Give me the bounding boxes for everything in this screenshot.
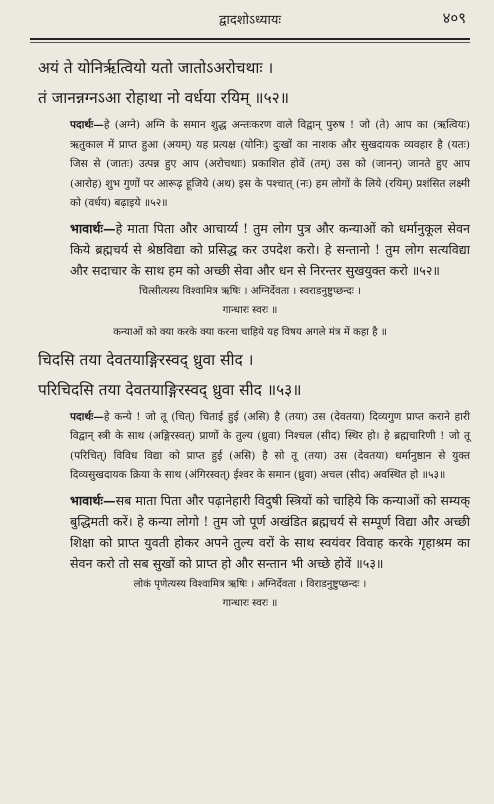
padartha-53-text: हे कन्ये ! जो तू (चित्) चिताई हुई (असि) है (तया) उस (देवतया) दिव्यगुण प्राप्त कराने हारी विद्वान् स्त्री के साथ (अङ्गिरस्वत्) प्राणों के तुल्य (ध्रुवा) निश्चल (सीद) स्थिर हो। हे ब्रह्मचारिणी ! जो तू (परिचित्) विविध विद्या को प्राप्त हुई (असि) है सो तू (तया) उस (देवतया) धर्मानुष्ठान से युक्त दिव्यसुखदायक क्रिया के साथ (अंगिरस्वत्) ईश्वर के समान (ध्रुवा) अचल (सीद) अवस्थित हो ॥५३॥: [70, 410, 470, 481]
meta-53-line-2: गान्धारः स्वरः ॥: [222, 304, 278, 316]
padartha-52-lead: पदार्थः—: [70, 119, 104, 131]
running-title: द्वादशोऽध्यायः: [219, 13, 281, 28]
bhavartha-53-lead: भावार्थः—: [70, 492, 116, 508]
mantra-53-line-2: परिचिदसि तया देवतयाङ्गिरस्वद् ध्रुवा सीद ॥५३॥: [38, 380, 302, 399]
bhavartha-52: [30, 218, 470, 281]
mantra-53-line-1: चिदसि तया देवतयाङ्गिरस्वद् ध्रुवा सीद ।: [38, 350, 254, 369]
page-number: ४०९: [442, 9, 466, 27]
mantra-52: [38, 56, 470, 110]
page-header: [30, 0, 470, 50]
mantra-53: [38, 348, 470, 402]
padartha-52-text: हे (अग्ने) अग्नि के समान शुद्ध अन्तःकरण वाले विद्वान् पुरुष ! जो (ते) आप का (ऋत्वियः) ऋतुकाल में प्राप्त हुआ (अयम्) यह प्रत्यक्ष (योनिः) दुःखों का नाशक और सुखदायक व्यवहार है (यतः) जिस से (जातः) उत्पन्न हुए आप (अरोचथाः) प्रकाशित होवें (तम्) उस को (जानन्) जानते हुए आप (आरोह) शुभ गुणों पर आरूढ़ हूजिये (अथ) इस के पश्चात् (नः) हम लोगों के लिये (रयिम्) प्रशंसित लक्ष्मी को (वर्धय) बढ़ाइये ॥५२॥: [70, 119, 470, 209]
intro-53: कन्याओं को क्या करके क्या करना चाहिये यह विषय अगले मंत्र में कहा है ॥: [113, 326, 387, 338]
padartha-53-lead: पदार्थः—: [70, 410, 104, 423]
header-rule: [30, 38, 470, 40]
padartha-52: [30, 116, 470, 214]
meta-53: [30, 283, 470, 319]
bhavartha-53-text: सब माता पिता और पढ़ानेहारी विदुषी स्त्रियों को चाहिये कि कन्याओं को सम्यक् बुद्धिमती करें। हे कन्या लोगो ! तुम जो पूर्ण अखंडित ब्रह्मचर्य से सम्पूर्ण विद्या और अच्छी शिक्षा को प्राप्त युवती होकर अपने तुल्य वरों के साथ स्वयंवर विवाह करके गृहाश्रम का सेवन करो तो सब सुखों को प्राप्त हो और सन्तान भी अच्छे होवें ॥५३॥: [70, 492, 470, 571]
meta-54-line-1: लोकं पृणेत्यस्य विश्वामित्र ऋषिः । अग्निर्देवता । विराडनुष्टुप्छन्दः ।: [133, 578, 367, 590]
meta-54: [30, 576, 470, 612]
padartha-53: [30, 408, 470, 486]
mantra-52-line-1: अयं ते योनिर्ऋत्वियो यतो जातोऽअरोचथाः ।: [38, 59, 274, 77]
mantra-52-line-2: तं जानन्नग्नऽआ रोहाथा नो वर्धया रयिम् ॥५२॥: [38, 89, 289, 107]
meta-53-line-1: चित्सीत्यस्य विश्वामित्र ऋषिः । अग्निर्देवता । स्वराडनुष्टुप्छन्दः ।: [139, 285, 361, 297]
bhavartha-52-text: हे माता पिता और आचार्य्य ! तुम लोग पुत्र और कन्याओं को धर्मानुकूल सेवन किये ब्रह्मचर्य से श्रेष्ठविद्या को प्रसिद्ध कर उपदेश करो। हे सन्तानो ! तुम लोग सत्यविद्या और सदाचार के साथ हम को अच्छी सेवा और धन से निरन्तर सुखयुक्त करो ॥५२॥: [70, 220, 470, 278]
bhavartha-53: [30, 490, 470, 574]
bhavartha-52-lead: भावार्थः—: [70, 220, 116, 236]
meta-54-line-2: गान्धारः स्वरः ॥: [222, 597, 278, 609]
